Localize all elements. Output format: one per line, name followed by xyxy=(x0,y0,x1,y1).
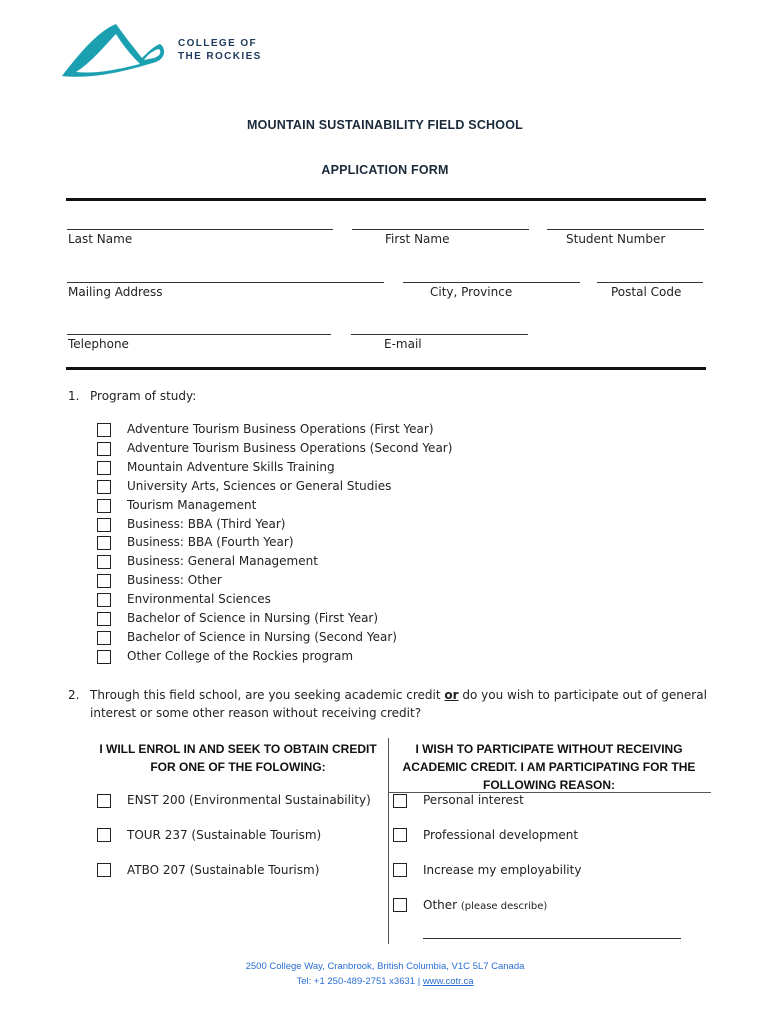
email-label: E-mail xyxy=(384,337,422,351)
tour-237-label: TOUR 237 (Sustainable Tourism) xyxy=(127,828,322,842)
program-option-checkbox[interactable] xyxy=(97,499,111,513)
program-option-label: Bachelor of Science in Nursing (Second Year) xyxy=(127,630,397,644)
program-option-checkbox[interactable] xyxy=(97,612,111,626)
credit-heading-line1: I WILL ENROL IN AND SEEK TO OBTAIN CREDIT xyxy=(99,742,377,756)
q1-number: 1. xyxy=(68,389,80,403)
footer-tel: Tel: +1 250-489-2751 x3631 | xyxy=(296,976,421,987)
professional-development-label: Professional development xyxy=(423,828,579,842)
program-option-label: Environmental Sciences xyxy=(127,592,271,606)
no-credit-heading-line2: ACADEMIC CREDIT. I AM PARTICIPATING FOR THE xyxy=(402,760,696,774)
telephone-label: Telephone xyxy=(68,337,129,351)
column-divider xyxy=(388,738,389,944)
program-option-label: Bachelor of Science in Nursing (First Year) xyxy=(127,611,379,625)
program-option-label: University Arts, Sciences or General Studies xyxy=(127,479,392,493)
program-option-label: Business: Other xyxy=(127,573,222,587)
college-logo xyxy=(56,18,266,82)
program-option-label: Other College of the Rockies program xyxy=(127,649,354,663)
program-option-label: Business: BBA (Fourth Year) xyxy=(127,535,294,549)
last-name-label: Last Name xyxy=(68,232,133,246)
other-note: (please describe) xyxy=(460,901,548,912)
first-name-field[interactable] xyxy=(352,229,529,230)
enst-200-checkbox[interactable] xyxy=(97,794,111,808)
form-title: MOUNTAIN SUSTAINABILITY FIELD SCHOOL xyxy=(247,118,523,132)
email-field[interactable] xyxy=(351,334,528,335)
program-option-label: Mountain Adventure Skills Training xyxy=(127,460,335,474)
mountain-logo-icon xyxy=(56,18,168,82)
q2-or-emphasis: or xyxy=(444,688,459,702)
postal-code-field[interactable] xyxy=(597,282,703,283)
first-name-label: First Name xyxy=(385,232,450,246)
program-option-checkbox[interactable] xyxy=(97,555,111,569)
other-label: Other xyxy=(423,898,458,912)
other-reason-label xyxy=(423,898,547,912)
program-option-checkbox[interactable] xyxy=(97,423,111,437)
program-option-label: Business: BBA (Third Year) xyxy=(127,517,286,531)
footer-address: 2500 College Way, Cranbrook, British Columbia, V1C 5L7 Canada xyxy=(245,961,525,972)
other-reason-checkbox[interactable] xyxy=(393,898,407,912)
program-option-checkbox[interactable] xyxy=(97,461,111,475)
program-option-checkbox[interactable] xyxy=(97,480,111,494)
mailing-address-label: Mailing Address xyxy=(68,285,163,299)
city-province-field[interactable] xyxy=(403,282,580,283)
atbo-207-checkbox[interactable] xyxy=(97,863,111,877)
no-credit-heading xyxy=(392,740,706,794)
top-divider xyxy=(66,198,706,201)
q2-text-after: do you wish to participate out of general xyxy=(458,688,707,702)
footer-contact xyxy=(0,974,770,989)
last-name-field[interactable] xyxy=(67,229,333,230)
no-credit-heading-line3: FOLLOWING REASON: xyxy=(483,778,615,792)
credit-heading-line2: FOR ONE OF THE FOLOWING: xyxy=(150,760,326,774)
mailing-address-field[interactable] xyxy=(67,282,384,283)
no-credit-heading-line1: I WISH TO PARTICIPATE WITHOUT RECEIVING xyxy=(415,742,683,756)
tour-237-checkbox[interactable] xyxy=(97,828,111,842)
atbo-207-label: ATBO 207 (Sustainable Tourism) xyxy=(127,863,320,877)
footer-website-link[interactable]: www.cotr.ca xyxy=(422,976,474,987)
program-option-checkbox[interactable] xyxy=(97,593,111,607)
q2-number: 2. xyxy=(68,688,80,702)
telephone-field[interactable] xyxy=(67,334,331,335)
program-option-checkbox[interactable] xyxy=(97,631,111,645)
logo-line-1: COLLEGE OF xyxy=(178,38,257,49)
logo-line-2: THE ROCKIES xyxy=(178,51,262,62)
employability-label: Increase my employability xyxy=(423,863,582,877)
q2-text-before: Through this field school, are you seeking academic credit xyxy=(90,688,445,702)
program-option-checkbox[interactable] xyxy=(97,442,111,456)
city-province-label: City, Province xyxy=(430,285,513,299)
other-reason-field[interactable] xyxy=(423,938,681,939)
q2-text-line1 xyxy=(90,688,707,702)
personal-interest-checkbox[interactable] xyxy=(393,794,407,808)
enst-200-label: ENST 200 (Environmental Sustainability) xyxy=(127,793,371,807)
program-option-checkbox[interactable] xyxy=(97,650,111,664)
form-subtitle: APPLICATION FORM xyxy=(321,163,449,177)
middle-divider xyxy=(66,367,706,370)
program-option-checkbox[interactable] xyxy=(97,536,111,550)
program-option-label: Business: General Management xyxy=(127,554,318,568)
program-option-label: Adventure Tourism Business Operations (First Year) xyxy=(127,422,434,436)
personal-interest-label: Personal interest xyxy=(423,793,524,807)
program-option-checkbox[interactable] xyxy=(97,518,111,532)
credit-heading xyxy=(90,740,386,776)
student-number-field[interactable] xyxy=(547,229,704,230)
student-number-label: Student Number xyxy=(566,232,666,246)
program-option-checkbox[interactable] xyxy=(97,574,111,588)
program-option-label: Tourism Management xyxy=(127,498,257,512)
employability-checkbox[interactable] xyxy=(393,863,407,877)
program-option-label: Adventure Tourism Business Operations (Second Year) xyxy=(127,441,453,455)
q2-text-line2: interest or some other reason without receiving credit? xyxy=(90,706,422,720)
professional-development-checkbox[interactable] xyxy=(393,828,407,842)
postal-code-label: Postal Code xyxy=(611,285,682,299)
q1-text: Program of study: xyxy=(90,389,197,403)
